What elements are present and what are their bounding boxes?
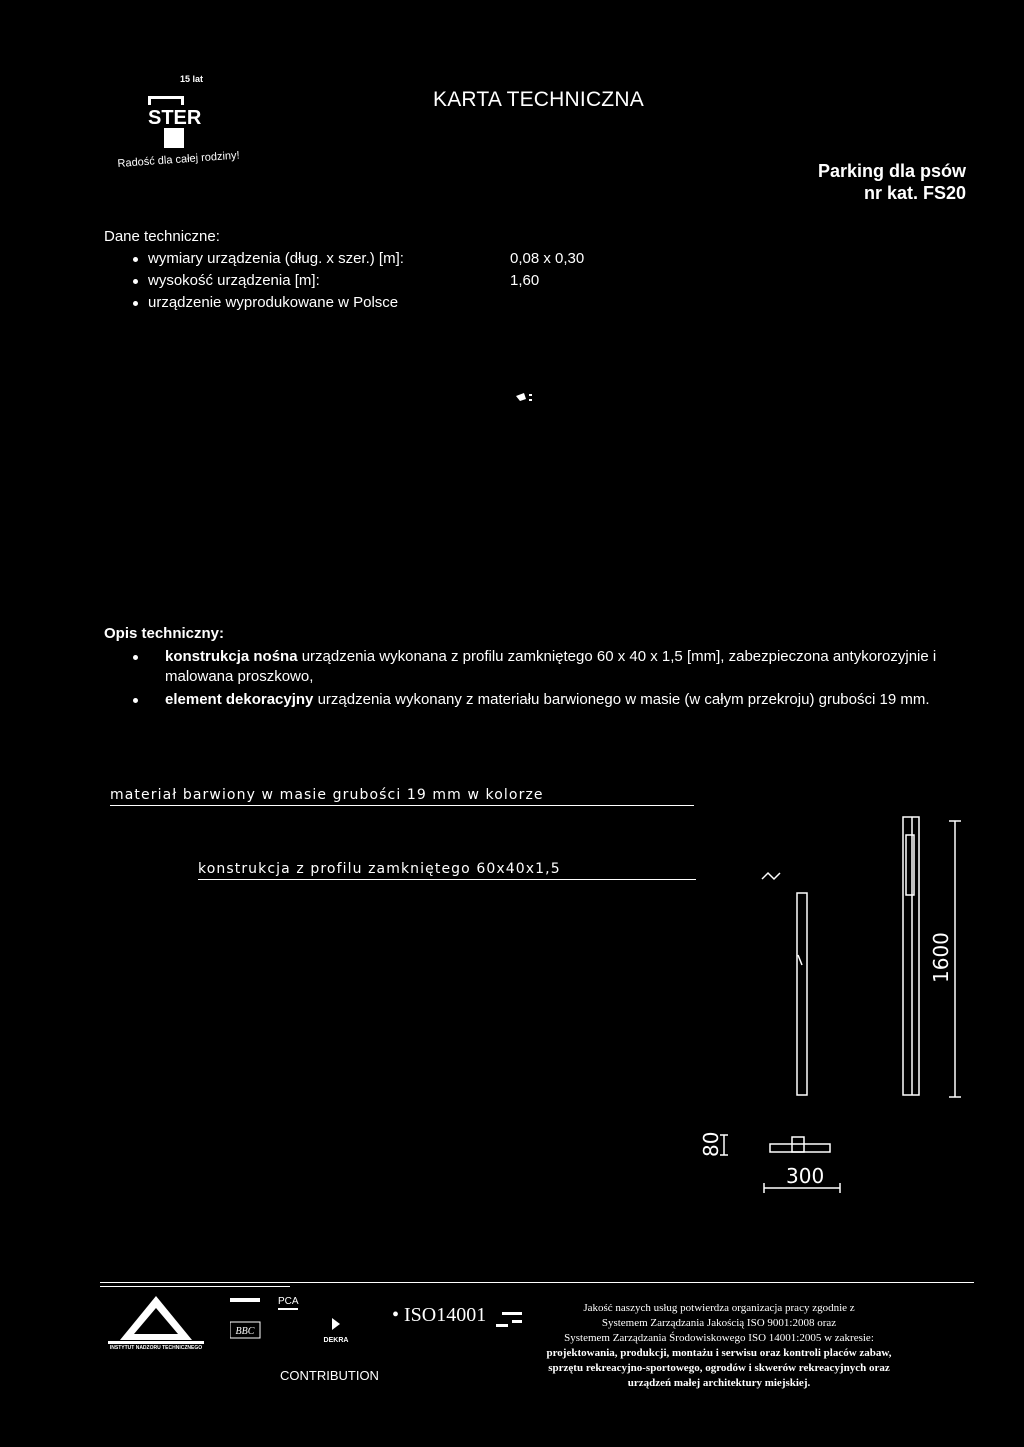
product-name: Parking dla psów bbox=[817, 161, 966, 181]
pca-logo bbox=[278, 1294, 308, 1324]
iso-14001-mark: • ISO14001 bbox=[392, 1304, 487, 1326]
product-heading bbox=[818, 160, 966, 204]
technical-description bbox=[104, 624, 974, 710]
front-view-post bbox=[797, 893, 807, 1095]
cert-line: Jakość naszych usług potwierdza organizacja pracy zgodnie z bbox=[583, 1302, 855, 1314]
cert-line: urządzeń małej architektury miejskiej. bbox=[627, 1377, 811, 1389]
spec-row-dimensions bbox=[104, 248, 585, 270]
contribution-label: CONTRIBUTION bbox=[280, 1368, 379, 1383]
product-image-fragment bbox=[514, 390, 540, 404]
bullet-icon bbox=[133, 279, 138, 284]
int-logo-text: INSTYTUT NADZORU TECHNICZNEGO bbox=[109, 1345, 203, 1351]
spec-label: wymiary urządzenia (dług. x szer.) [m]: bbox=[148, 250, 404, 267]
spec-label: wysokość urządzenia [m]: bbox=[148, 272, 320, 289]
logo-mark bbox=[148, 90, 208, 150]
document-title: KARTA TECHNICZNA bbox=[433, 88, 644, 111]
catalog-number: nr kat. FS20 bbox=[863, 183, 966, 203]
int-logo bbox=[100, 1294, 212, 1354]
bullet-icon bbox=[133, 257, 138, 262]
spec-value: 0,08 x 0,30 bbox=[510, 250, 585, 267]
spec-label: urządzenie wyprodukowane w Polsce bbox=[148, 294, 399, 311]
company-logo bbox=[118, 70, 238, 180]
technical-data bbox=[104, 226, 585, 314]
footer-divider bbox=[100, 1282, 974, 1283]
pca-logo-text: PCA bbox=[278, 1296, 299, 1307]
logo-tagline: Radość dla całej rodziny! bbox=[117, 149, 240, 170]
depth-dimension-value: 80 bbox=[699, 1131, 723, 1157]
bullet-icon bbox=[133, 655, 138, 660]
technical-drawing bbox=[690, 815, 990, 1215]
bbc-logo bbox=[230, 1296, 270, 1356]
spec-row-origin bbox=[104, 292, 399, 314]
spec-row-height bbox=[104, 270, 540, 292]
technical-data-heading: Dane techniczne: bbox=[104, 228, 220, 245]
cert-line: Systemem Zarządzania Jakością ISO 9001:2008 oraz bbox=[601, 1317, 837, 1329]
description-item bbox=[104, 690, 974, 710]
dekra-logo-text: DEKRA bbox=[323, 1337, 349, 1344]
description-item-text: urządzenia wykonany z materiału barwionego w masie (w całym przekroju) grubości 19 mm. bbox=[313, 691, 930, 708]
dekra-logo bbox=[322, 1316, 352, 1356]
cert-line: Systemem Zarządzania Środowiskowego ISO 14001:2005 w zakresie: bbox=[564, 1332, 874, 1344]
description-item bbox=[104, 647, 974, 687]
height-dimension-value: 1600 bbox=[929, 932, 953, 983]
technical-description-heading: Opis techniczny: bbox=[104, 625, 225, 642]
description-item-text: urządzenia wykonana z profilu zamkniętego 60 x 40 x 1,5 [mm], zabezpieczona antykorozyjnie i malowana proszkowo, bbox=[165, 648, 937, 685]
cert-line: sprzętu rekreacyjno-sportowego, ogrodów i skwerów rekreacyjnych oraz bbox=[548, 1362, 890, 1374]
bbc-logo-text: BBC bbox=[235, 1326, 255, 1337]
logo-years: 15 lat bbox=[180, 74, 204, 84]
structure-annotation: konstrukcja z profilu zamkniętego 60x40x1,5 bbox=[198, 861, 696, 880]
bullet-icon bbox=[133, 698, 138, 703]
material-annotation: materiał barwiony w masie grubości 19 mm w kolorze bbox=[110, 787, 694, 806]
certification-statement bbox=[538, 1301, 900, 1391]
width-dimension-value: 300 bbox=[786, 1164, 825, 1188]
logo-brand: STER bbox=[148, 107, 202, 129]
description-item-bold: konstrukcja nośna bbox=[165, 648, 298, 665]
footer-divider-short bbox=[100, 1286, 290, 1287]
plan-view-outline bbox=[770, 1144, 830, 1152]
description-item-bold: element dekoracyjny bbox=[165, 691, 314, 708]
ornament-mark bbox=[762, 873, 780, 879]
bullet-icon bbox=[133, 301, 138, 306]
spec-value: 1,60 bbox=[510, 272, 540, 289]
award-logo bbox=[492, 1310, 528, 1334]
cert-line: projektowania, produkcji, montażu i serwisu oraz kontroli placów zabaw, bbox=[546, 1347, 892, 1359]
footer bbox=[100, 1290, 980, 1430]
